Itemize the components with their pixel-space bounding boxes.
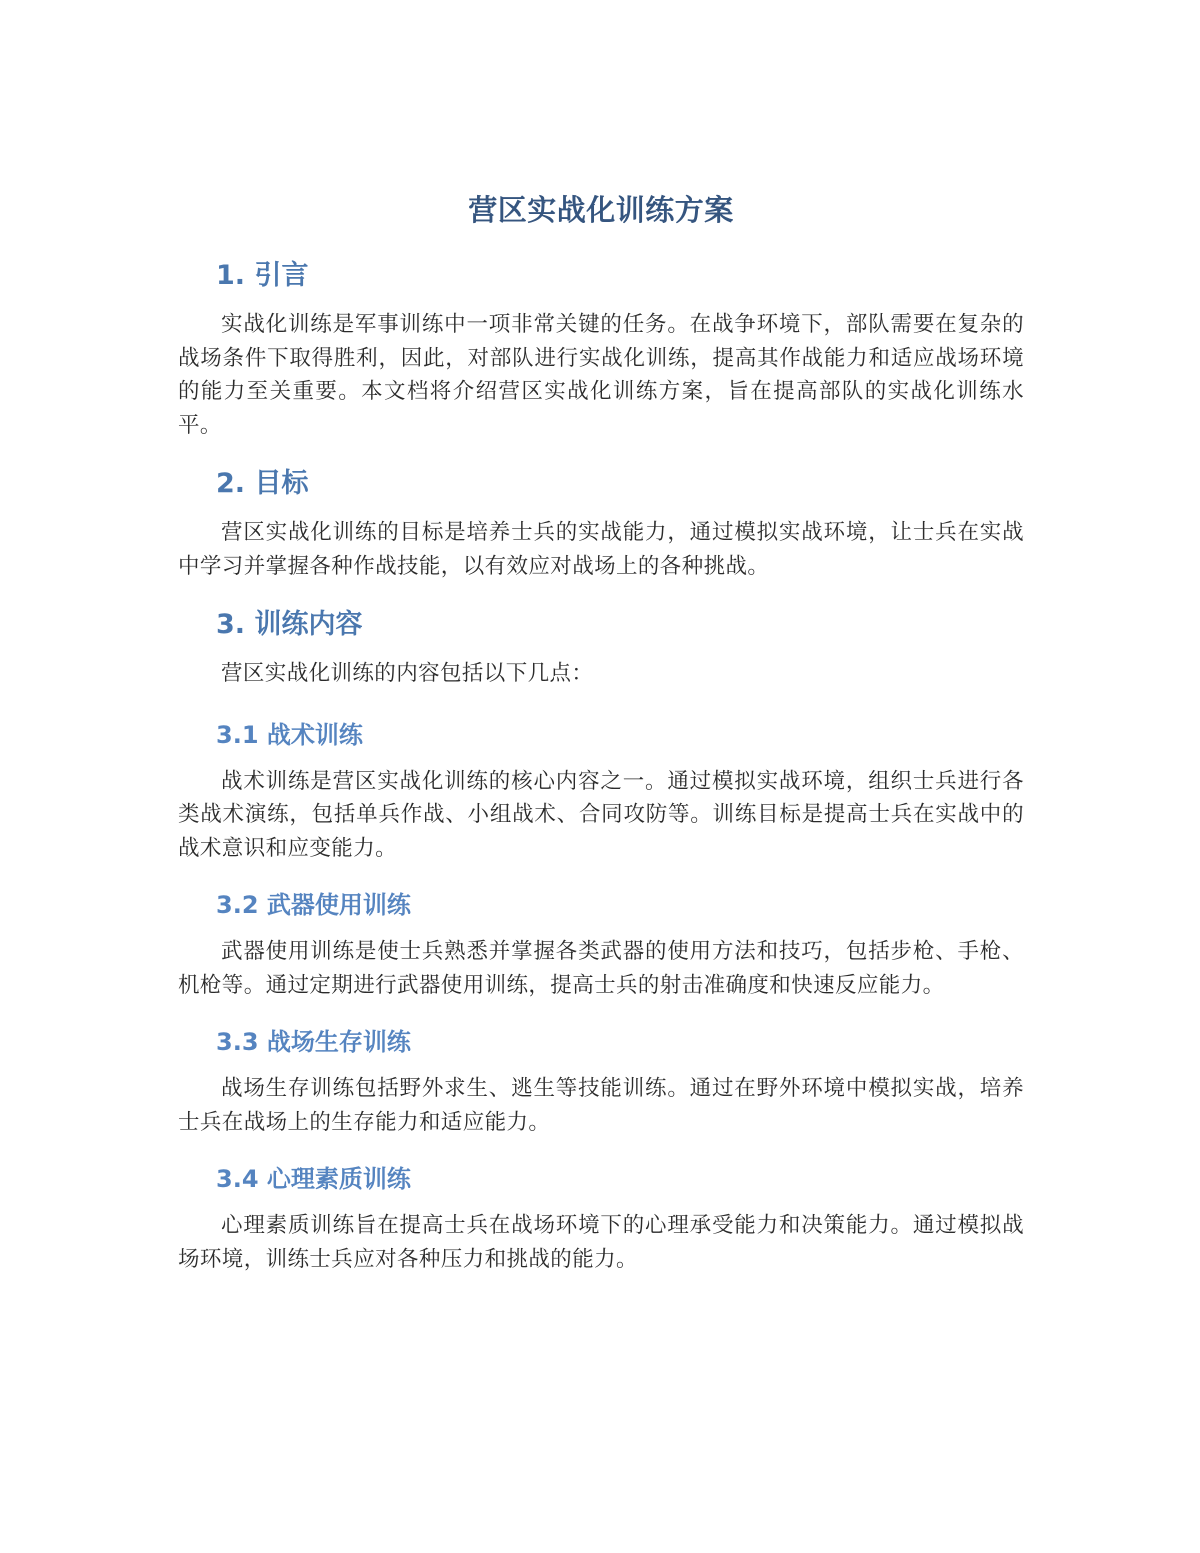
subsection-heading-psychological: 3.4 心理素质训练	[216, 1165, 411, 1193]
section-heading-training-content: 3. 训练内容	[216, 609, 363, 640]
paragraph-psychological: 心理素质训练旨在提高士兵在战场环境下的心理承受能力和决策能力。通过模拟战场环境，训练士兵应对各种压力和挑战的能力。	[178, 1213, 1024, 1272]
subsection-heading-weapons: 3.2 武器使用训练	[216, 891, 411, 919]
document-page	[178, 188, 1024, 1296]
paragraph-weapons: 武器使用训练是使士兵熟悉并掌握各类武器的使用方法和技巧，包括步枪、手枪、机枪等。通过定期进行武器使用训练，提高士兵的射击准确度和快速反应能力。	[178, 939, 1024, 998]
paragraph-survival: 战场生存训练包括野外求生、逃生等技能训练。通过在野外环境中模拟实战，培养士兵在战场上的生存能力和适应能力。	[178, 1076, 1024, 1135]
paragraph-introduction: 实战化训练是军事训练中一项非常关键的任务。在战争环境下，部队需要在复杂的战场条件下取得胜利，因此，对部队进行实战化训练，提高其作战能力和适应战场环境的能力至关重要。本文档将介绍营区实战化训练方案，旨在提高部队的实战化训练水平。	[178, 312, 1024, 438]
section-heading-goals: 2. 目标	[216, 468, 309, 499]
subsection-heading-tactical: 3.1 战术训练	[216, 720, 363, 749]
paragraph-tactical: 战术训练是营区实战化训练的核心内容之一。通过模拟实战环境，组织士兵进行各类战术演练，包括单兵作战、小组战术、合同攻防等。训练目标是提高士兵在实战中的战术意识和应变能力。	[178, 768, 1024, 861]
subsection-heading-survival: 3.3 战场生存训练	[216, 1028, 411, 1056]
section-heading-introduction: 1. 引言	[216, 260, 309, 291]
paragraph-goals: 营区实战化训练的目标是培养士兵的实战能力，通过模拟实战环境，让士兵在实战中学习并掌握各种作战技能，以有效应对战场上的各种挑战。	[178, 520, 1024, 579]
document-title: 营区实战化训练方案	[468, 193, 734, 227]
paragraph-training-content: 营区实战化训练的内容包括以下几点：	[221, 661, 594, 686]
